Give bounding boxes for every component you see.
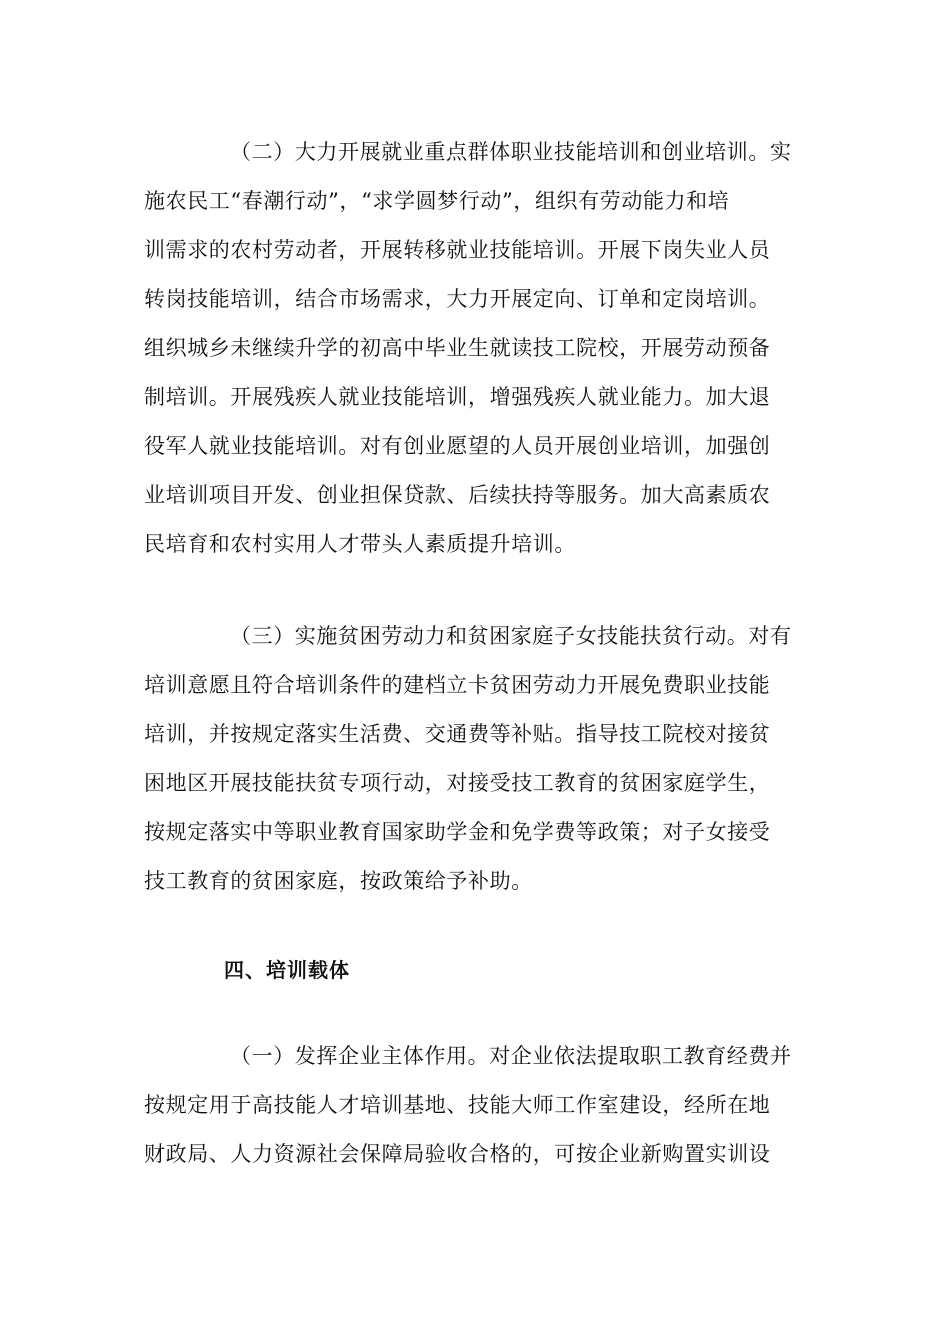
paragraph-poverty-skills bbox=[144, 612, 806, 906]
paragraph-line: 役军人就业技能培训。对有创业愿望的人员开展创业培训，加强创 bbox=[144, 434, 771, 458]
paragraph-line: 按规定用于高技能人才培训基地、技能大师工作室建设，经所在地 bbox=[144, 1093, 771, 1117]
paragraph-line: 施农民工“春潮行动”，“求学圆梦行动”，组织有劳动能力和培 bbox=[144, 189, 730, 213]
section-heading: 四、培训载体 bbox=[224, 958, 350, 982]
paragraph-training-key-groups bbox=[144, 128, 806, 569]
paragraph-line: 民培育和农村实用人才带头人素质提升培训。 bbox=[144, 532, 576, 556]
paragraph-line: 组织城乡未继续升学的初高中毕业生就读技工院校，开展劳动预备 bbox=[144, 336, 771, 360]
paragraph-line: 培训，并按规定落实生活费、交通费等补贴。指导技工院校对接贫 bbox=[144, 722, 771, 746]
paragraph-line: （三）实施贫困劳动力和贫困家庭子女技能扶贫行动。对有 bbox=[230, 624, 792, 648]
paragraph-line: （二）大力开展就业重点群体职业技能培训和创业培训。实 bbox=[230, 140, 792, 164]
paragraph-line: 培训意愿且符合培训条件的建档立卡贫困劳动力开展免费职业技能 bbox=[144, 673, 771, 697]
paragraph-line: 转岗技能培训，结合市场需求，大力开展定向、订单和定岗培训。 bbox=[144, 287, 771, 311]
paragraph-line: 困地区开展技能扶贫专项行动，对接受技工教育的贫困家庭学生， bbox=[144, 771, 771, 795]
paragraph-enterprise-role bbox=[144, 1032, 806, 1179]
paragraph-line: （一）发挥企业主体作用。对企业依法提取职工教育经费并 bbox=[230, 1044, 792, 1068]
paragraph-line: 技工教育的贫困家庭，按政策给予补助。 bbox=[144, 869, 533, 893]
paragraph-line: 制培训。开展残疾人就业技能培训，增强残疾人就业能力。加大退 bbox=[144, 385, 771, 409]
paragraph-line: 训需求的农村劳动者，开展转移就业技能培训。开展下岗失业人员 bbox=[144, 238, 771, 262]
paragraph-line: 按规定落实中等职业教育国家助学金和免学费等政策；对子女接受 bbox=[144, 820, 771, 844]
paragraph-line: 财政局、人力资源社会保障局验收合格的，可按企业新购置实训设 bbox=[144, 1142, 771, 1166]
paragraph-line: 业培训项目开发、创业担保贷款、后续扶持等服务。加大高素质农 bbox=[144, 483, 771, 507]
